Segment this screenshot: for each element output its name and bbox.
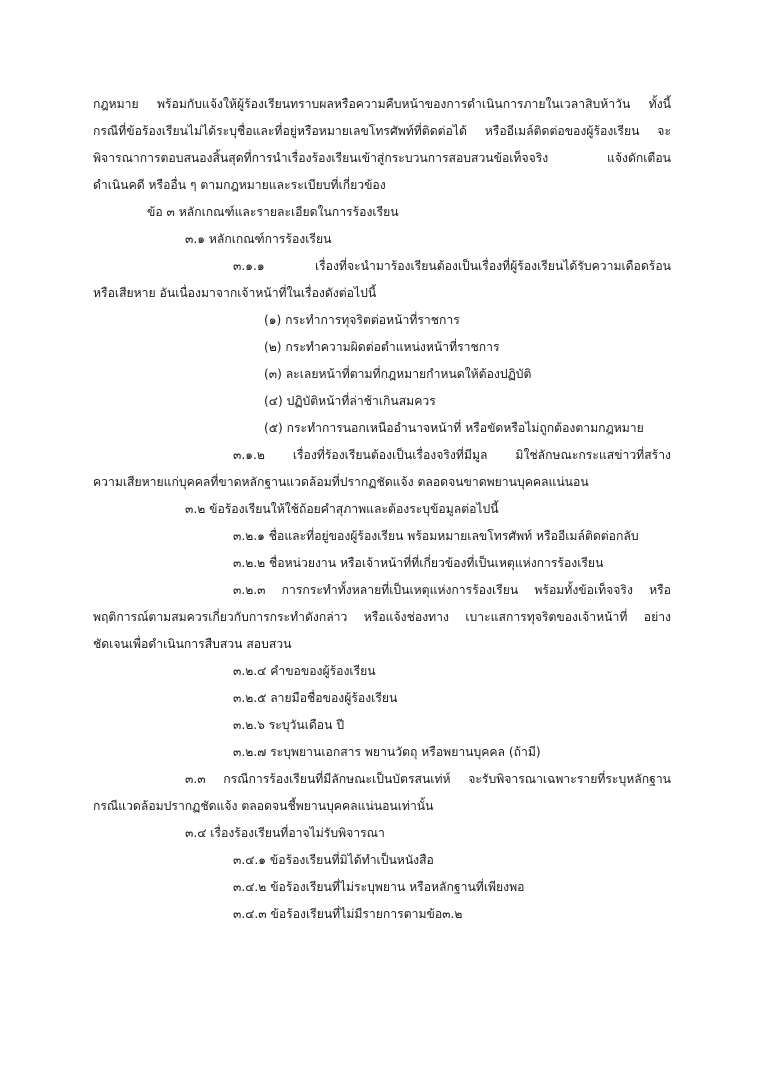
subsection-heading: ๓.๑ หลักเกณฑ์การร้องเรียน — [185, 232, 332, 246]
subsection-heading: ๓.๒ ข้อร้องเรียนให้ใช้ถ้อยคำสุภาพและต้องระบุข้อมูลต่อไปนี้ — [185, 502, 499, 516]
paragraph-line: ๓.๑.๑ เรื่องที่จะนำมาร้องเรียนต้องเป็นเรื่องที่ผู้ร้องเรียนได้รับความเดือดร้อน — [233, 259, 671, 273]
list-item: (๔) ปฏิบัติหน้าที่ล่าช้าเกินสมควร — [264, 394, 436, 408]
paragraph-line: ความเสียหายแก่บุคคลที่ขาดหลักฐานแวดล้อมที่ปรากฏชัดแจ้ง ตลอดจนขาดพยานบุคคลแน่นอน — [93, 475, 589, 489]
paragraph-line: ๓.๒.๓ การกระทำทั้งหลายที่เป็นเหตุแห่งการร้องเรียน พร้อมทั้งข้อเท็จจริง หรือ — [233, 583, 671, 597]
paragraph-line: พิจารณาการตอบสนองสิ้นสุดที่การนำเรื่องร้องเรียนเข้าสู่กระบวนการสอบสวนข้อเท็จจริง แจ้งดักเตือน — [93, 151, 671, 165]
list-item: ๓.๒.๗ ระบุพยานเอกสาร พยานวัตถุ หรือพยานบุคคล (ถ้ามี) — [233, 745, 541, 759]
paragraph-line: กรณีที่ข้อร้องเรียนไม่ได้ระบุชื่อและที่อยู่หรือหมายเลขโทรศัพท์ที่ติดต่อได้ หรืออีเมล์ติดต่อของผู้ร้องเรียน จะ — [93, 124, 671, 138]
paragraph-line: ๓.๒.๑ ชื่อและที่อยู่ของผู้ร้องเรียน พร้อมหมายเลขโทรศัพท์ หรืออีเมล์ติดต่อกลับ — [233, 529, 639, 543]
list-item: ๓.๒.๔ คำขอของผู้ร้องเรียน — [233, 664, 376, 678]
list-item: (๓) ละเลยหน้าที่ตามที่กฎหมายกำหนดให้ต้องปฏิบัติ — [264, 367, 532, 381]
paragraph-line: ดำเนินคดี หรืออื่น ๆ ตามกฎหมายและระเบียบที่เกี่ยวข้อง — [93, 178, 386, 192]
list-item: ๓.๔.๒ ข้อร้องเรียนที่ไม่ระบุพยาน หรือหลักฐานที่เพียงพอ — [233, 880, 525, 894]
paragraph-line: ๓.๑.๒ เรื่องที่ร้องเรียนต้องเป็นเรื่องจริงที่มีมูล มิใช่ลักษณะกระแสข่าวที่สร้าง — [233, 448, 671, 462]
list-item: ๓.๒.๕ ลายมือชื่อของผู้ร้องเรียน — [233, 691, 398, 705]
paragraph-line: ๓.๒.๒ ชื่อหน่วยงาน หรือเจ้าหน้าที่ที่เกี่ยวข้องที่เป็นเหตุแห่งการร้องเรียน — [233, 556, 604, 570]
list-item: (๒) กระทำความผิดต่อตำแหน่งหน้าที่ราชการ — [264, 340, 500, 354]
paragraph-line: กรณีแวดล้อมปรากฏชัดแจ้ง ตลอดจนชี้พยานบุคคลแน่นอนเท่านั้น — [93, 799, 434, 813]
list-item: (๑) กระทำการทุจริตต่อหน้าที่ราชการ — [264, 313, 460, 327]
subsection-heading: ๓.๔ เรื่องร้องเรียนที่อาจไม่รับพิจารณา — [185, 826, 385, 840]
paragraph-line: พฤติการณ์ตามสมควรเกี่ยวกับการกระทำดังกล่าว หรือแจ้งช่องทาง เบาะแสการทุจริตของเจ้าหน้าที่ อย่าง — [93, 610, 671, 624]
list-item: (๕) กระทำการนอกเหนืออำนาจหน้าที่ หรือขัดหรือไม่ถูกต้องตามกฎหมาย — [264, 421, 644, 435]
list-item: ๓.๔.๑ ข้อร้องเรียนที่มิได้ทำเป็นหนังสือ — [233, 853, 434, 867]
list-item: ๓.๒.๖ ระบุวันเดือน ปี — [233, 718, 345, 732]
paragraph-line: กฎหมาย พร้อมกับแจ้งให้ผู้ร้องเรียนทราบผลหรือความคืบหน้าของการดำเนินการภายในเวลาสิบห้าวัน ทั้งนี้ — [93, 97, 671, 111]
list-item: ๓.๔.๓ ข้อร้องเรียนที่ไม่มีรายการตามข้อ๓.๒ — [233, 907, 463, 921]
section-heading: ข้อ ๓ หลักเกณฑ์และรายละเอียดในการร้องเรียน — [147, 205, 399, 219]
paragraph-line: หรือเสียหาย อันเนื่องมาจากเจ้าหน้าที่ในเรื่องดังต่อไปนี้ — [93, 286, 377, 300]
paragraph-line: ๓.๓ กรณีการร้องเรียนที่มีลักษณะเป็นบัตรสนเท่ห์ จะรับพิจารณาเฉพาะรายที่ระบุหลักฐาน — [185, 772, 671, 786]
paragraph-line: ชัดเจนเพื่อดำเนินการสืบสวน สอบสวน — [93, 637, 292, 651]
